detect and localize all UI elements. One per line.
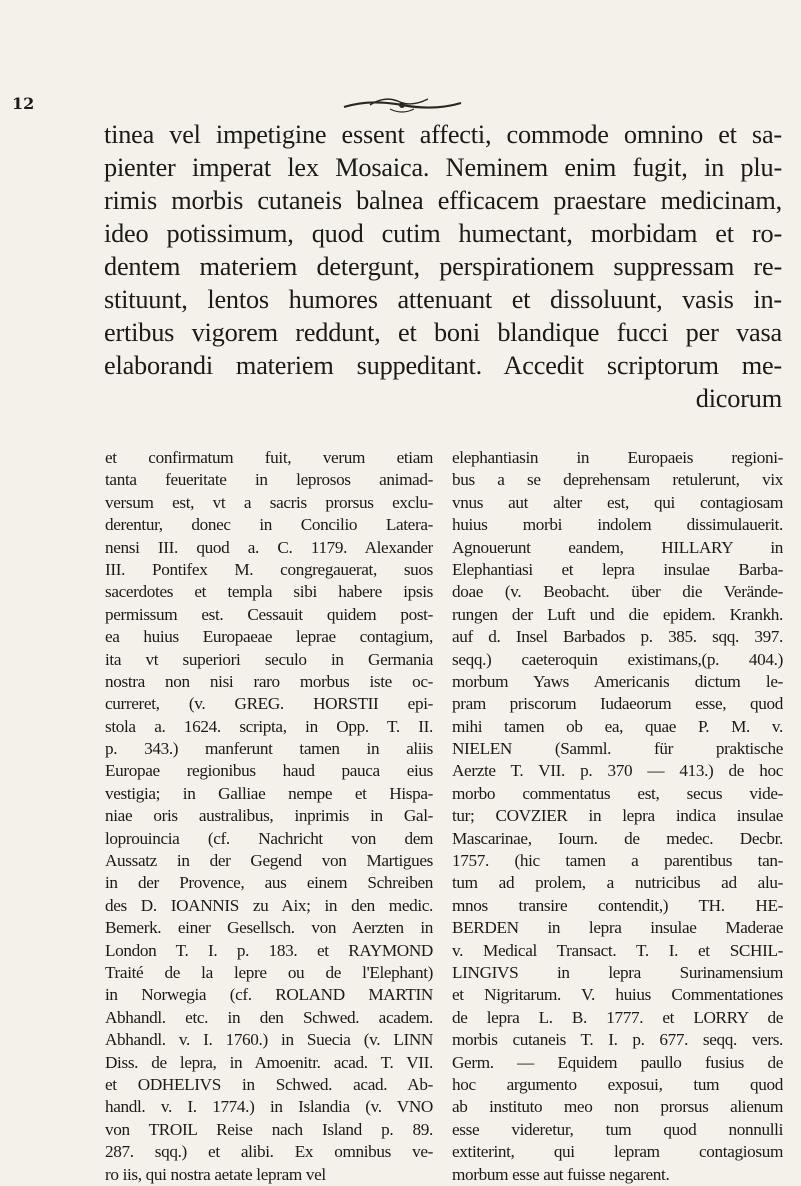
footnote-line: et ODHELIVS in Schwed. acad. Ab- (105, 1074, 433, 1094)
footnote-line: curreret, (v. GREG. HORSTII epi- (105, 694, 433, 714)
footnote-line: LINGIVS in lepra Surinamensium (452, 962, 783, 982)
footnote-line: doae (v. Beobacht. über die Verände- (452, 582, 783, 602)
text-line: elaborandi materiem suppeditant. Accedit scriptorum me- (104, 351, 782, 380)
footnote-line: seqq.) caeteroquin existimans,(p. 404.) (452, 649, 783, 669)
footnote-line: v. Medical Transact. T. I. et SCHIL- (452, 940, 783, 960)
footnote-line: hoc argumento exposui, tum quod (452, 1074, 783, 1094)
footnote-line: des D. IOANNIS zu Aix; in den medic. (105, 895, 433, 915)
footnote-line: morbis cutaneis T. I. p. 677. seqq. vers. (452, 1030, 783, 1050)
footnote-line: ab instituto meo non prorsus alienum (452, 1097, 783, 1117)
footnote-line: Aussatz in der Gegend von Martigues (105, 851, 433, 871)
footnote-line: rungen der Luft und die epidem. Krankh. (452, 604, 783, 624)
fleuron-ornament-icon (340, 93, 465, 115)
footnote-line: tum ad prolem, a nutricibus ad alu- (452, 873, 783, 893)
footnote-line: London T. I. p. 183. et RAYMOND (105, 940, 433, 960)
footnote-line: permissum est. Cessauit quidem post- (105, 604, 433, 624)
footnote-line: auf d. Insel Barbados p. 385. sqq. 397. (452, 627, 783, 647)
footnote-line: niae oris australibus, inprimis in Gal- (105, 806, 433, 826)
footnote-line: in Norwegia (cf. ROLAND MARTIN (105, 985, 433, 1005)
footnote-line: pram priscorum Iudaeorum esse, quod (452, 694, 783, 714)
page-number: 12 (12, 94, 35, 113)
footnote-line: von TROIL Reise nach Island p. 89. (105, 1119, 433, 1139)
footnote-line: in der Provence, aus einem Schreiben (105, 873, 433, 893)
footnote-line: Bemerk. einer Gesellsch. von Aerzten in (105, 918, 433, 938)
footnote-line: de lepra L. B. 1777. et LORRY de (452, 1007, 783, 1027)
footnote-line: morbum Yaws Americanis dictum le- (452, 671, 783, 691)
footnote-line: Abhandl. v. I. 1760.) in Suecia (v. LINN (105, 1030, 433, 1050)
footnote-line: nostra non nisi raro morbus iste oc- (105, 671, 433, 691)
footnote-line: ro iis, qui nostra aetate lepram vel (105, 1164, 326, 1184)
footnote-line: ea huius Europaeae leprae contagium, (105, 627, 433, 647)
footnote-line: Elephantiasi et lepra insulae Barba- (452, 559, 783, 579)
footnote-line: BERDEN in lepra insulae Maderae (452, 918, 783, 938)
footnote-line: 1757. (hic tamen a parentibus tan- (452, 851, 783, 871)
footnote-line: Germ. — Equidem paullo fusius de (452, 1052, 783, 1072)
footnote-line: Traité de la lepre ou de l'Elephant) (105, 962, 433, 982)
footnote-line: et confirmatum fuit, verum etiam (105, 448, 433, 467)
footnote-line: ita vt superiori seculo in Germania (105, 649, 433, 669)
footnote-right-column (452, 447, 783, 1186)
text-line: stituunt, lentos humores attenuant et dissoluunt, vasis in- (104, 285, 782, 314)
footnote-line: elephantiasin in Europaeis regioni- (452, 448, 783, 467)
footnote-line: versum est, vt a sacris prorsus exclu- (105, 492, 433, 512)
footnote-line: extiterint, qui lepram contagiosum (452, 1142, 783, 1162)
text-line: pienter imperat lex Mosaica. Neminem enim fugit, in plu- (104, 153, 782, 182)
footnote-line: handl. v. I. 1774.) in Islandia (v. VNO (105, 1097, 433, 1117)
footnote-line: mihi tamen ob ea, quae P. M. v. (452, 716, 783, 736)
footnote-line: Abhandl. etc. in den Schwed. academ. (105, 1007, 433, 1027)
footnote-line: stola a. 1624. scripta, in Opp. T. II. (105, 716, 433, 736)
footnote-line: morbo commentatus est, secus vide- (452, 783, 783, 803)
footnote-line: NIELEN (Samml. für praktische (452, 739, 783, 759)
text-line: ideo potissimum, quod cutim humectant, morbidam et ro- (104, 219, 782, 248)
text-line: dentem materiem detergunt, perspirationem suppressam re- (104, 252, 782, 281)
footnote-line: derentur, donec in Concilio Latera- (105, 515, 433, 535)
footnote-line: tur; COVZIER in lepra indica insulae (452, 806, 783, 826)
footnote-line: bus a se deprehensam retulerunt, vix (452, 470, 783, 490)
text-line: dicorum (695, 384, 782, 413)
footnote-line: vestigia; in Galliae nempe et Hispa- (105, 783, 433, 803)
footnote-line: Aerzte T. VII. p. 370 — 413.) de hoc (452, 761, 783, 781)
footnote-line: et Nigritarum. V. huius Commentationes (452, 985, 783, 1005)
footnote-line: tanta feueritate in leprosos animad- (105, 470, 433, 490)
footnote-line: nensi III. quod a. C. 1179. Alexander (105, 537, 433, 557)
footnote-line: huius morbi indolem dissimulauerit. (452, 515, 783, 535)
footnote-line: p. 343.) manferunt tamen in aliis (105, 739, 433, 759)
text-line: ertibus vigorem reddunt, et boni blandique fucci per vasa (104, 318, 782, 347)
footnote-line: Diss. de lepra, in Amoenitr. acad. T. VII. (105, 1052, 433, 1072)
footnote-line: 287. sqq.) et alibi. Ex omnibus ve- (105, 1142, 433, 1162)
footnote-line: Europae regionibus haud pauca eius (105, 761, 433, 781)
footnote-line: Mascarinae, Iourn. de medec. Decbr. (452, 828, 783, 848)
text-line: tinea vel impetigine essent affecti, commode omnino et sa- (104, 120, 782, 149)
footnote-left-column (105, 447, 433, 1186)
footnote-line: morbum esse aut fuisse negarent. (452, 1164, 670, 1184)
main-text-block (104, 118, 782, 415)
footnote-line: esse videretur, tum quod nonnulli (452, 1119, 783, 1139)
footnote-line: III. Pontifex M. congregauerat, suos (105, 559, 433, 579)
footnote-line: loprouincia (cf. Nachricht von dem (105, 828, 433, 848)
footnote-line: sacerdotes et templa sibi habere ipsis (105, 582, 433, 602)
footnote-line: mnos transire contendit,) TH. HE- (452, 895, 783, 915)
footnote-line: vnus aut alter est, qui contagiosam (452, 492, 783, 512)
text-line: rimis morbis cutaneis balnea efficacem praestare medicinam, (104, 186, 782, 215)
footnote-line: Agnouerunt eandem, HILLARY in (452, 537, 783, 557)
